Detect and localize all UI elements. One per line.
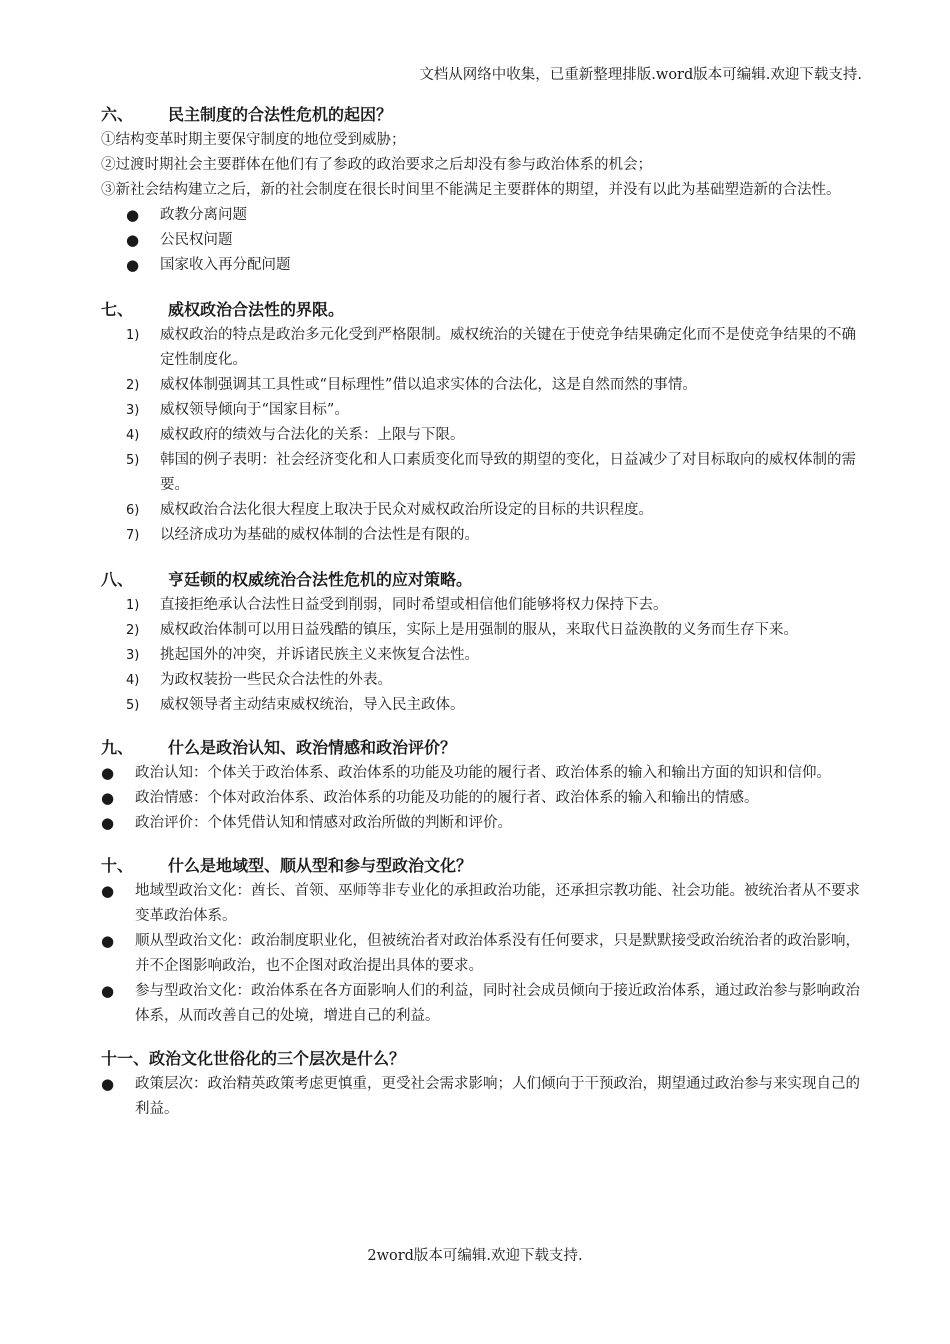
bullet-icon: ●	[101, 932, 115, 950]
section-6-heading	[101, 102, 863, 128]
bullet-icon: ●	[101, 1075, 115, 1093]
item-number: 1)	[126, 598, 140, 613]
list-item	[101, 693, 863, 718]
footer-note: 2word版本可编辑.欢迎下载支持.	[367, 1248, 583, 1264]
list-item-text: 政治评价：个体凭借认知和情感对政治所做的判断和评价。	[135, 815, 512, 831]
section-number: 十、	[101, 856, 134, 875]
list-item	[101, 398, 863, 423]
item-number: 2)	[126, 623, 140, 638]
paragraph: ③新社会结构建立之后，新的社会制度在很长时间里不能满足主要群体的期望，并没有以此为基础塑造新的合法性。	[101, 182, 841, 198]
section-title: 亨廷顿的权威统治合法性危机的应对策略。	[168, 570, 473, 589]
bullet-icon: ●	[126, 206, 140, 224]
section-number: 七、	[101, 300, 134, 319]
section-10-heading	[101, 853, 863, 879]
list-item	[101, 253, 863, 278]
list-item	[101, 761, 863, 786]
item-number: 3)	[126, 403, 140, 418]
section-title: 政治文化世俗化的三个层次是什么？	[149, 1049, 406, 1068]
list-item-text: 威权领导者主动结束威权统治，导入民主政体。	[160, 697, 465, 713]
list-item	[101, 593, 863, 618]
bullet-icon: ●	[101, 814, 115, 832]
list-item	[101, 643, 863, 668]
list-item-text: 韩国的例子表明：社会经济变化和人口素质变化而导致的期望的变化，日益减少了对目标取向的威权体制的需要。	[160, 452, 856, 493]
list-item	[101, 228, 863, 253]
list-item-text: 参与型政治文化：政治体系在各方面影响人们的利益，同时社会成员倾向于接近政治体系，通过政治参与影响政治体系，从而改善自己的处境，增进自己的利益。	[135, 983, 860, 1024]
section-title: 什么是地域型、顺从型和参与型政治文化？	[168, 856, 473, 875]
list-item-text: 威权体制强调其工具性或“目标理性”借以追求实体的合法化，这是自然而然的事情。	[160, 377, 697, 393]
section-number: 八、	[101, 570, 134, 589]
bullet-icon: ●	[101, 982, 115, 1000]
paragraph: ①结构变革时期主要保守制度的地位受到威胁；	[101, 132, 406, 148]
list-item	[101, 668, 863, 693]
list-item	[101, 786, 863, 811]
section-11-heading	[101, 1046, 863, 1072]
item-number: 4)	[126, 428, 140, 443]
bullet-icon: ●	[101, 789, 115, 807]
section-number: 九、	[101, 738, 134, 757]
list-item	[101, 879, 863, 929]
list-item-text: 威权领导倾向于“国家目标”。	[160, 402, 349, 418]
list-item	[101, 979, 863, 1029]
list-item	[101, 811, 863, 836]
item-number: 7)	[126, 528, 140, 543]
list-item-text: 地域型政治文化：酋长、首领、巫师等非专业化的承担政治功能，还承担宗教功能、社会功能。被统治者从不要求变革政治体系。	[135, 883, 860, 924]
list-item	[101, 1072, 863, 1122]
list-item	[101, 323, 863, 373]
list-item	[101, 523, 863, 548]
list-item-text: 威权政治的特点是政治多元化受到严格限制。威权统治的关键在于使竞争结果确定化而不是使竞争结果的不确定性制度化。	[160, 327, 856, 368]
bullet-icon: ●	[126, 231, 140, 249]
paragraph: ②过渡时期社会主要群体在他们有了参政的政治要求之后却没有参与政治体系的机会；	[101, 157, 652, 173]
list-item-text: 威权政府的绩效与合法化的关系：上限与下限。	[160, 427, 465, 443]
section-title: 民主制度的合法性危机的起因？	[168, 105, 393, 124]
section-number: 十一、	[101, 1049, 150, 1068]
item-number: 6)	[126, 503, 140, 518]
item-number: 2)	[126, 378, 140, 393]
item-number: 3)	[126, 648, 140, 663]
list-item-text: 威权政治合法化很大程度上取决于民众对威权政治所设定的目标的共识程度。	[160, 502, 653, 518]
list-item	[101, 929, 863, 979]
list-item-text: 威权政治体制可以用日益残酷的镇压，实际上是用强制的服从，来取代日益涣散的义务而生存下来。	[160, 622, 798, 638]
list-item-text: 政教分离问题	[160, 207, 247, 223]
section-7-heading	[101, 297, 863, 323]
section-title: 什么是政治认知、政治情感和政治评价？	[168, 738, 457, 757]
list-item-text: 为政权装扮一些民众合法性的外表。	[160, 672, 392, 688]
bullet-icon: ●	[126, 256, 140, 274]
bullet-icon: ●	[101, 764, 115, 782]
list-item-text: 顺从型政治文化：政治制度职业化，但被统治者对政治体系没有任何要求，只是默默接受政治统治者的政治影响，并不企图影响政治，也不企图对政治提出具体的要求。	[135, 933, 860, 974]
document-body	[101, 102, 863, 1122]
item-number: 1)	[126, 328, 140, 343]
list-item-text: 政治情感：个体对政治体系、政治体系的功能及功能的的履行者、政治体系的输入和输出的情感。	[135, 790, 759, 806]
list-item-text: 以经济成功为基础的威权体制的合法性是有限的。	[160, 527, 479, 543]
list-item-text: 公民权问题	[160, 232, 233, 248]
bullet-icon: ●	[101, 882, 115, 900]
item-number: 5)	[126, 698, 140, 713]
list-item	[101, 423, 863, 448]
list-item-text: 直接拒绝承认合法性日益受到削弱，同时希望或相信他们能够将权力保持下去。	[160, 597, 668, 613]
section-number: 六、	[101, 105, 134, 124]
list-item	[101, 618, 863, 643]
section-9-heading	[101, 735, 863, 761]
list-item	[101, 448, 863, 498]
list-item	[101, 498, 863, 523]
item-number: 5)	[126, 453, 140, 468]
item-number: 4)	[126, 673, 140, 688]
list-item-text: 国家收入再分配问题	[160, 257, 291, 273]
list-item-text: 政治认知：个体关于政治体系、政治体系的功能及功能的履行者、政治体系的输入和输出方面的知识和信仰。	[135, 765, 831, 781]
list-item-text: 挑起国外的冲突，并诉诸民族主义来恢复合法性。	[160, 647, 479, 663]
section-8-heading	[101, 567, 863, 593]
section-title: 威权政治合法性的界限。	[168, 300, 345, 319]
list-item	[101, 373, 863, 398]
header-note: 文档从网络中收集，已重新整理排版.word版本可编辑.欢迎下载支持.	[419, 67, 862, 83]
list-item	[101, 203, 863, 228]
list-item-text: 政策层次：政治精英政策考虑更慎重，更受社会需求影响；人们倾向于干预政治，期望通过政治参与来实现自己的利益。	[135, 1076, 860, 1117]
